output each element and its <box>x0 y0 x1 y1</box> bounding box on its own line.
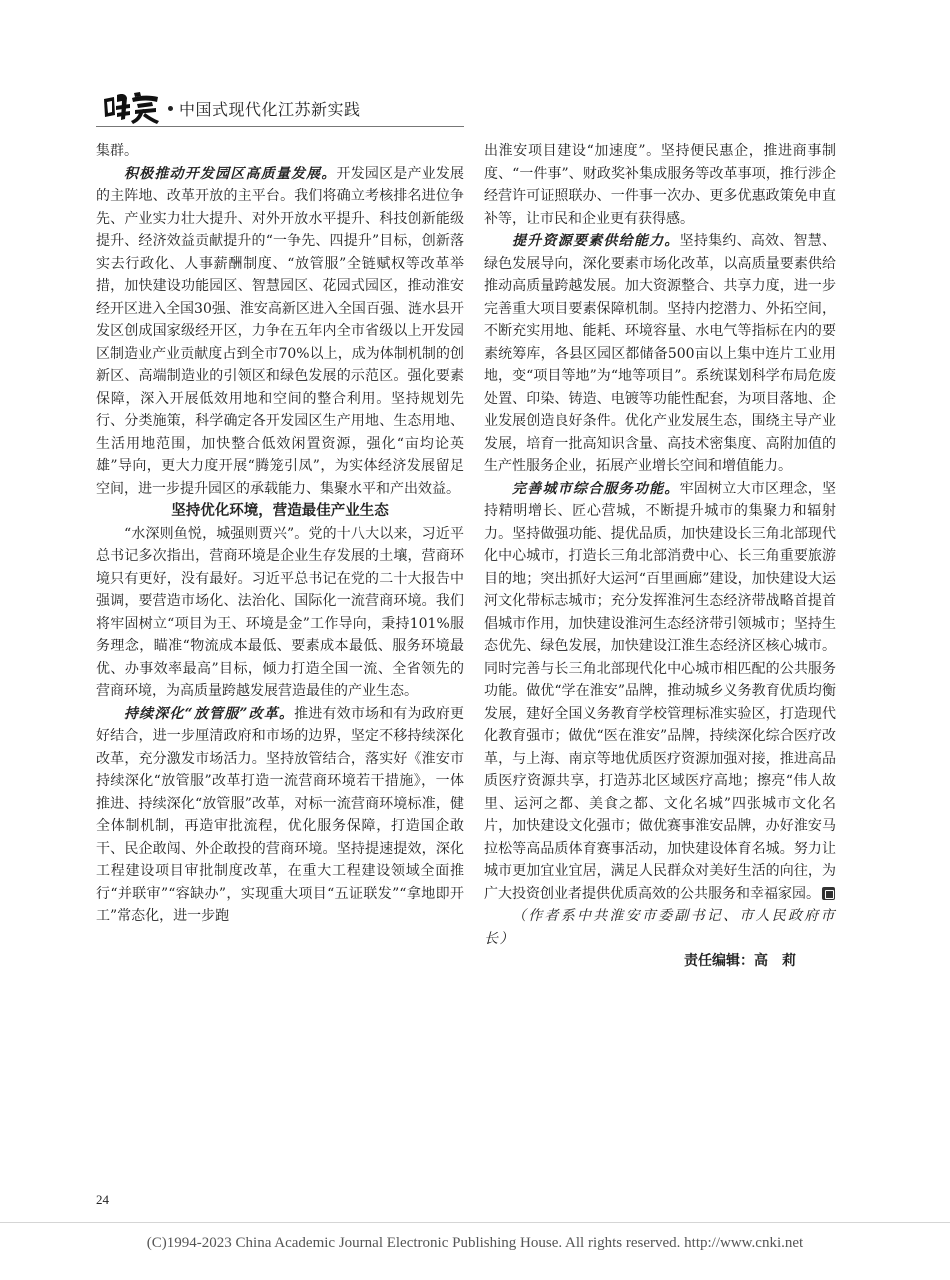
right-column <box>484 140 836 973</box>
paragraph-body: 开发园区是产业发展的主阵地、改革开放的主平台。我们将确立考核排名进位争先、产业实力壮大提升、对外开放水平提升、科技创新能级提升、经济效益贡献提升的“一争先、四提升”目标，创新落实去行政化、人事薪酬制度、“放管服”全链赋权等改革举措，加快建设功能园区、智慧园区、花园式园区，推动淮安经开区进入全国30强、淮安高新区进入全国百强、涟水县开发区创成国家级经开区，力争在五年内全市省级以上开发园区制造业产业贡献度占到全市70%以上，成为体制机制的创新区、高端制造业的引领区和绿色发展的示范区。强化要素保障，深入开展低效用地和空间的整合利用。坚持规划先行、分类施策，科学确定各开发园区生产用地、生态用地、生活用地范围，加快整合低效闲置资源，强化“亩均论英雄”导向，更大力度开展“腾笼引凤”，为实体经济发展留足空间，进一步提升园区的承载能力、集聚水平和产出效益。 <box>96 165 465 497</box>
footer-rule <box>0 1222 950 1223</box>
paragraph-lead: 持续深化“放管服”改革。 <box>124 705 295 722</box>
paragraph-body: 坚持集约、高效、智慧、绿色发展导向，深化要素市场化改革，以高质量要素供给推动高质量跨越发展。加大资源整合、共享力度，进一步完善重大项目要素保障机制。坚持内挖潜力、外拓空间，不断充实用地、能耗、环境容量、水电气等指标在内的要素统筹库，各县区园区都储备500亩以上集中连片工业用地，变“项目等地”为“地等项目”。系统谋划科学布局危废处置、印染、铸造、电镀等功能性配套，为项目落地、企业发展创造良好条件。优化产业发展生态，围绕主导产业发展，培育一批高知识含量、高技术密集度、高附加值的生产性服务企业，拓展产业增长空间和增值能力。 <box>484 233 837 474</box>
left-column <box>96 140 464 928</box>
paragraph <box>484 230 836 478</box>
paragraph: 出淮安项目建设“加速度”。坚持便民惠企，推进商事制度、“一件事”、财政奖补集成服务等改革事项，推行涉企经营许可证照联办、一件事一次办、更多优惠政策免申直补等，让市民和企业更有获得感。 <box>484 143 836 227</box>
paragraph: “水深则鱼悦，城强则贾兴”。党的十八大以来，习近平总书记多次指出，营商环境是企业生存发展的土壤，营商环境只有更好，没有最好。习近平总书记在党的二十大报告中强调，要营造市场化、法治化、国际化一流营商环境。我们将牢固树立“项目为王、环境是金”工作导向，秉持101%服务理念，瞄准“物流成本最低、要素成本最低、服务环境最优、办事效率最高”目标，倾力打造全国一流、全省领先的营商环境，为高质量跨越发展营造最佳的产业生态。 <box>96 525 464 699</box>
copyright-footer: (C)1994-2023 China Academic Journal Electronic Publishing House. All rights reserved. http://www.cnki.net <box>146 1235 804 1251</box>
paragraph <box>96 163 464 501</box>
paragraph-lead: 提升资源要素供给能力。 <box>512 233 680 249</box>
paragraph <box>96 703 464 928</box>
paragraph <box>484 478 836 906</box>
author-note: （作者系中共淮安市委副书记、市人民政府市长） <box>484 908 836 947</box>
column-title: 中国式现代化江苏新实践 <box>179 99 361 119</box>
page-number: 24 <box>96 1192 109 1207</box>
paragraph-body: 牢固树立大市区理念，坚持精明增长、匠心营城，不断提升城市的集聚力和辐射力。坚持做强功能、提优品质，加快建设长三角北部现代化中心城市，打造长三角北部消费中心、长三角重要旅游目的地；突出抓好大运河“百里画廊”建设，加快建设大运河文化带标志城市；充分发挥淮河生态经济带战略首提首倡城市作用，加快建设淮河生态经济带引领城市；坚持生态优先、绿色发展，加快建设江淮生态经济区核心城市。同时完善与长三角北部现代化中心城市相匹配的公共服务功能。做优“学在淮安”品牌，推动城乡义务教育优质均衡发展，建好全国义务教育学校管理标准实验区，打造现代化教育强市；做优“医在淮安”品牌，持续深化综合医疗改革，与上海、南京等地优质医疗资源加强对接，推进高品质医疗资源共享，打造苏北区域医疗高地；擦亮“伟人故里、运河之都、美食之都、文化名城”四张城市文化名片，加快建设文化强市；做优赛事淮安品牌，办好淮安马拉松等高品质体育赛事活动，加快建设体育名城。努力让城市更加宜业宜居，满足人民群众对美好生活的向往，为广大投资创业者提供优质高效的公共服务和幸福家园。 <box>484 480 837 902</box>
masthead <box>100 88 361 128</box>
paragraph-lead: 积极推动开发园区高质量发展。 <box>124 165 337 182</box>
paragraph: 集群。 <box>96 143 138 159</box>
separator-dot <box>168 106 173 111</box>
end-mark-icon <box>822 887 835 900</box>
paragraph-body: 推进有效市场和有为政府更好结合，进一步厘清政府和市场的边界，坚定不移持续深化改革，充分激发市场活力。坚持放管结合，落实好《淮安市持续深化“放管服”改革打造一流营商环境若干措施》，一体推进、持续深化“放管服”改革，对标一流营商环境标准，健全体制机制，再造审批流程，优化服务保障，打造国企敢干、民企敢闯、外企敢投的营商环境。坚持提速提效，深化工程建设项目审批制度改革，在重大工程建设领域全面推行“并联审”“容缺办”，实现重大项目“五证联发”“拿地即开工”常态化，进一步跑 <box>96 705 465 924</box>
weishi-logo <box>100 89 162 127</box>
header-rule <box>96 126 464 127</box>
section-title: 坚持优化环境，营造最佳产业生态 <box>171 503 389 519</box>
paragraph-lead: 完善城市综合服务功能。 <box>512 480 680 497</box>
responsible-editor: 责任编辑：高 莉 <box>684 953 796 969</box>
